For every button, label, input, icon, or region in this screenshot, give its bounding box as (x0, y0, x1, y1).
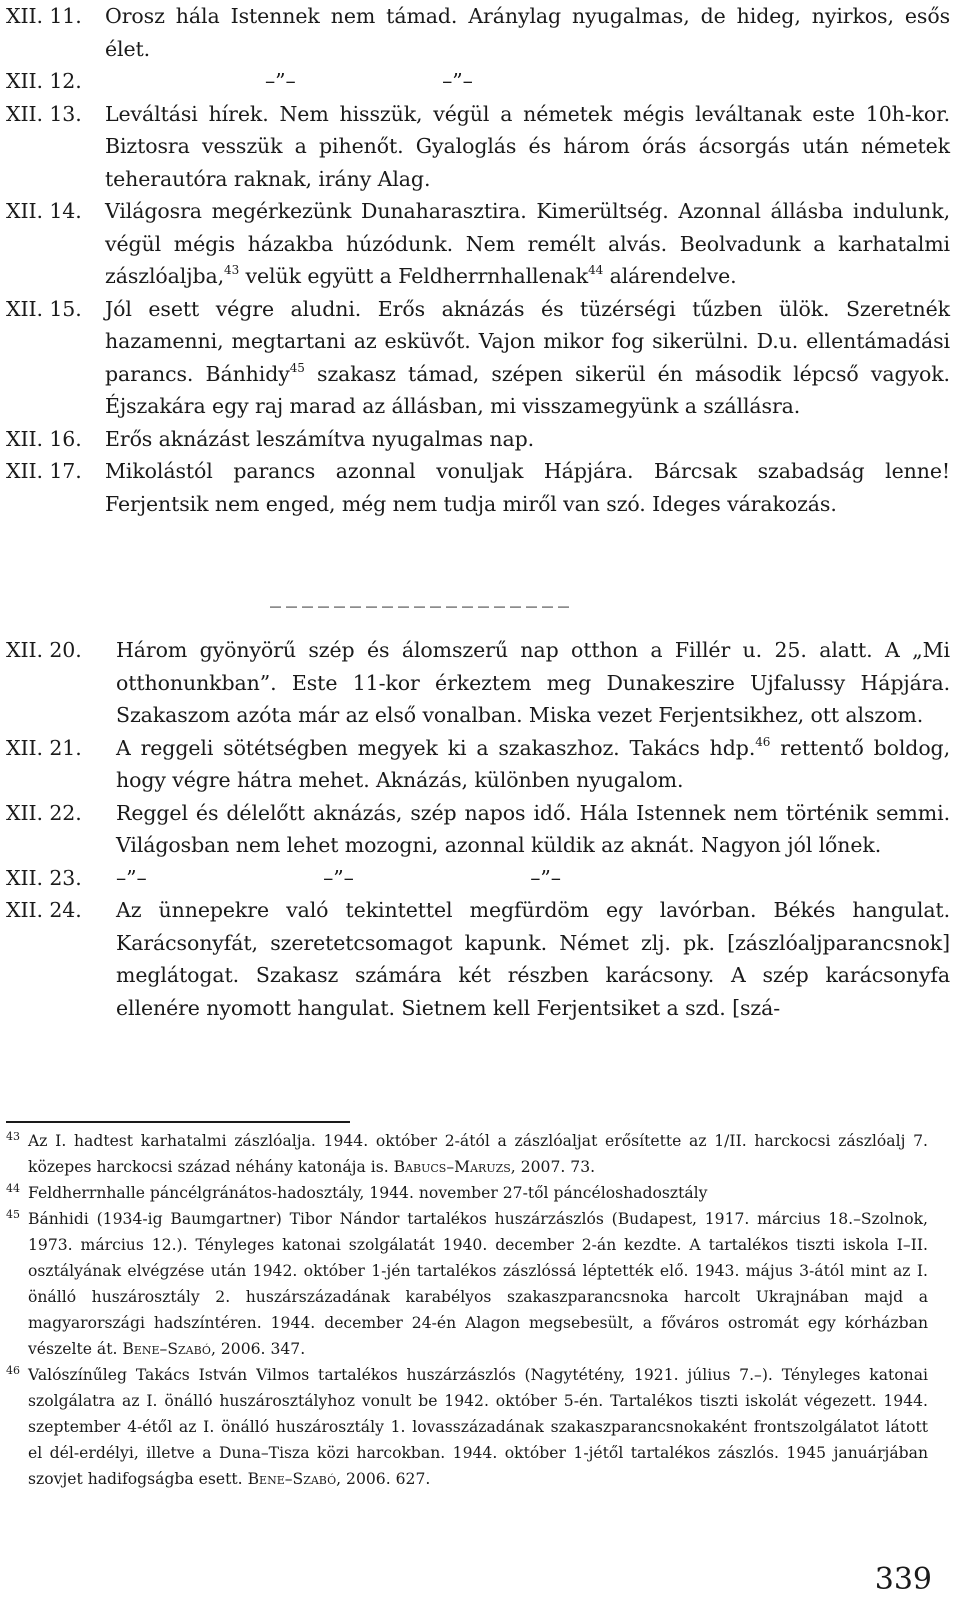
diary-entry (6, 195, 950, 293)
diary-entry (6, 634, 950, 732)
entry-date: XII. 16. (6, 426, 82, 451)
entry-date: XII. 21. (6, 735, 82, 760)
entry-text (116, 732, 950, 797)
diary-entry (6, 797, 950, 862)
entry-date: XII. 11. (6, 4, 82, 28)
footnote (6, 1362, 928, 1492)
entry-text: Reggel és délelőtt aknázás, szép napos idő. Hála Istennek nem történik semmi. Világosban nem lehet mozogni, azonnal küldik az aknát. Nagyon jól lőnek. (116, 800, 950, 857)
ditto-row (116, 862, 950, 895)
footnote (6, 1206, 928, 1362)
footnote-text-part: , 2006. 347. (210, 1340, 306, 1358)
footnote-ref[interactable]: 44 (588, 263, 604, 277)
entry-text: Az ünnepekre való tekintettel megfürdöm egy lavórban. Békés hangulat. Karácsonyfát, szeretetcsomagot kapunk. Német zlj. pk. [zászlóaljparancsnok] meglátogat. Szakasz számára két részben karácsony. A szép karácsonyfa ellenére nyomott hangulat. Sietnem kell Ferjentsiket a szd. [szá- (116, 898, 950, 1020)
entry-date: XII. 14. (6, 199, 82, 223)
entry-text-part: rettentő boldog, hogy végre hátra mehet. Aknázás, különben nyugalom. (116, 735, 950, 792)
footnote-number: 46 (6, 1364, 20, 1377)
footnote-text-part: , 2007. 73. (510, 1158, 596, 1176)
entry-text-part: velük együtt a Feldherrnhallenak (239, 264, 589, 288)
footnote-ref[interactable]: 46 (755, 734, 771, 749)
diary-entry (6, 423, 950, 456)
footnote-ref[interactable]: 45 (289, 360, 305, 375)
footnote-text (28, 1206, 928, 1362)
footnotes (6, 1128, 928, 1492)
entry-text (105, 195, 950, 293)
diary-entry (6, 862, 950, 895)
diary-entries-part2 (6, 634, 950, 1024)
citation-author: Bene–Szabó (247, 1470, 337, 1488)
footnote-text-part: Valószínűleg Takács István Vilmos tartalékos huszárzászlós (Nagytétény, 1921. július 7.–). Tényleges katonai szolgálatra az I. önálló huszárosztályhoz vonult be 1942. október 5-én. Tartalékos tiszti iskolát végezett. 1944. szeptember 4-étől az I. önálló huszárosztály 1. lovasszázadának szakaszparancsnokaként frontszolgálatot látott el dél-erdélyi, illetve a Duna–Tisza közi harcokban. 1944. október 1-jétől tartalékos zászlós. 1945 januárjában szovjet hadifogságba esett. (28, 1366, 928, 1488)
diary-entry (6, 0, 950, 65)
entry-text-part: szakasz támad, szépen sikerül én második lépcső vagyok. Éjszakára egy raj marad az állásban, mi visszamegyünk a szállásra. (105, 361, 950, 418)
diary-entry (6, 894, 950, 1024)
footnote-number: 43 (6, 1130, 20, 1143)
footnote-divider (6, 1121, 350, 1123)
ditto-row (105, 65, 950, 98)
entry-text-part: Jól esett végre aludni. Erős aknázás és tüzérségi tűzben ülök. Szeretnék hazamenni, megtartani az esküvőt. Vajon mikor fog sikerülni. D.u. ellentámadási parancs. Bánhidy (105, 296, 950, 386)
entry-text: Leváltási hírek. Nem hisszük, végül a németek mégis leváltanak este 10h-kor. Biztosra vesszük a pihenőt. Gyaloglás és három órás ácsorgás után németek teherautóra raknak, irány Alag. (105, 101, 950, 191)
footnote-text (28, 1128, 928, 1180)
diary-entry (6, 98, 950, 196)
entry-date: XII. 12. (6, 69, 82, 93)
entry-date: XII. 24. (6, 898, 82, 922)
ditto-mark: –”– (530, 865, 561, 890)
entry-text: Három gyönyörű szép és álomszerű nap otthon a Fillér u. 25. alatt. A „Mi otthonunkban”. Este 11-kor érkeztem meg Dunakeszire Ujfalussy Hápjára. Szakaszom azóta már az első vonalban. Miska vezet Ferjentsikhez, ott alszom. (116, 638, 950, 727)
entry-date: XII. 15. (6, 296, 82, 321)
citation-author: Babucs–Maruzs (393, 1158, 511, 1176)
citation-author: Bene–Szabó (122, 1340, 211, 1358)
entry-date: XII. 13. (6, 101, 82, 126)
page-number: 339 (874, 1562, 932, 1597)
diary-entry (6, 293, 950, 423)
diary-entries-part1 (6, 0, 950, 520)
footnote (6, 1128, 928, 1180)
entry-text-part: alárendelve. (603, 264, 737, 288)
footnote-text-part: , 2006. 627. (336, 1470, 431, 1488)
entry-date: XII. 20. (6, 638, 82, 662)
section-separator: ___________________ (270, 583, 574, 608)
footnote-text (28, 1362, 928, 1492)
entry-date: XII. 17. (6, 459, 82, 483)
footnote-text-part: Az I. hadtest karhatalmi zászlóalja. 1944. október 2-ától a zászlóaljat erősítette az 1/II. harckocsi zászlóalj 7. közepes harckocsi század néhány katonája is. (28, 1132, 928, 1176)
entry-text-part: A reggeli sötétségben megyek ki a szakaszhoz. Takács hdp. (116, 735, 756, 760)
diary-entry (6, 65, 950, 98)
footnote-text-part: Feldherrnhalle páncélgránátos-hadosztály, 1944. november 27-től páncéloshadosztály (28, 1184, 708, 1202)
entry-date: XII. 22. (6, 800, 82, 825)
ditto-mark: –”– (265, 69, 296, 93)
ditto-mark: –”– (442, 69, 473, 93)
footnote-number: 44 (6, 1182, 20, 1195)
footnote-text-part: Bánhidi (1934-ig Baumgartner) Tibor Nándor tartalékos huszárzászlós (Budapest, 1917. március 18.–Szolnok, 1973. március 12.). Tényleges katonai szolgálatát 1940. december 2-án kezdte. A tartalékos tiszti iskola I–II. osztályának elvégzése után 1942. október 1-jén tartalékos zászlóssá léptették elő. 1943. május 3-ától mint az I. önálló huszárosztály 2. huszárszázadának karabélyos szakaszparancsnoka harcolt Ukrajnában majd a magyarországi hadszíntéren. 1944. december 24-én Alagon megsebesült, a főváros ostromát egy kórházban vészelte át. (28, 1210, 928, 1358)
entry-date: XII. 23. (6, 865, 82, 890)
ditto-mark: –”– (116, 865, 147, 890)
entry-text-part: Világosra megérkezünk Dunaharasztira. Kimerültség. Azonnal állásba indulunk, végül mégis házakba húzódunk. Nem remélt alvás. Beolvadunk a karhatalmi zászlóaljba, (105, 199, 950, 288)
footnote-ref[interactable]: 43 (224, 263, 240, 277)
diary-entry (6, 732, 950, 797)
diary-entry (6, 455, 950, 520)
ditto-mark: –”– (323, 865, 354, 890)
footnote-text (28, 1180, 928, 1206)
footnote (6, 1180, 928, 1206)
entry-text: Orosz hála Istennek nem támad. Aránylag nyugalmas, de hideg, nyirkos, esős élet. (105, 4, 950, 61)
entry-text (105, 293, 950, 423)
entry-text: Erős aknázást leszámítva nyugalmas nap. (105, 426, 535, 451)
entry-text: Mikolástól parancs azonnal vonuljak Hápjára. Bárcsak szabadság lenne! Ferjentsik nem enged, még nem tudja miről van szó. Ideges várakozás. (105, 459, 950, 516)
footnote-number: 45 (6, 1208, 20, 1221)
